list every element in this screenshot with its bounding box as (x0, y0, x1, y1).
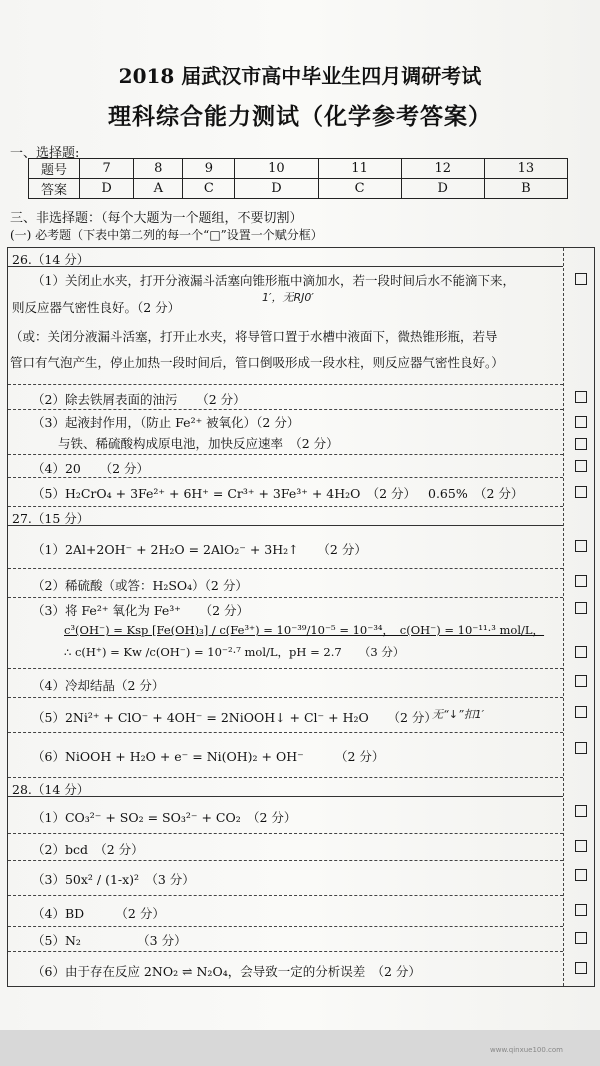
score-checkbox[interactable] (575, 904, 587, 916)
score-checkbox[interactable] (575, 438, 587, 450)
score-checkbox[interactable] (575, 840, 587, 852)
scoring-grid (7, 247, 595, 987)
table-cell: A (134, 179, 183, 199)
score-checkbox[interactable] (575, 675, 587, 687)
table-cell: 7 (80, 159, 134, 179)
question-heading: 27.（15 分） (12, 511, 90, 526)
answer-text: （2）除去铁屑表面的油污 （2 分） (32, 392, 246, 407)
question-row (8, 526, 563, 569)
question-row (8, 797, 563, 834)
table-cell: C (318, 179, 401, 199)
answer-text: （2）bcd （2 分） (32, 842, 144, 857)
answer-text: （6）NiOOH + H₂O + e⁻ = Ni(OH)₂ + OH⁻ （2 分） (32, 749, 385, 764)
answer-text: （3）将 Fe²⁺ 氧化为 Fe³⁺ （2 分） (32, 603, 250, 618)
score-checkbox[interactable] (575, 575, 587, 587)
question-row (8, 385, 563, 410)
question-row (8, 861, 563, 896)
handwritten-note: 无“↓”扣1′ (432, 708, 485, 721)
answer-text: c³(OH⁻) = Ksp [Fe(OH)₃] / c(Fe³⁺) = 10⁻³⁹/10⁻⁵ = 10⁻³⁴， c(OH⁻) = 10⁻¹¹·³ mol/L， (64, 623, 545, 637)
table-cell: 10 (235, 159, 318, 179)
answer-text: （或：关闭分液漏斗活塞，打开止水夹，将导管口置于水槽中液面下，微热锥形瓶，若导 (10, 329, 498, 344)
answer-text: （5）H₂CrO₄ + 3Fe²⁺ + 6H⁺ = Cr³⁺ + 3Fe³⁺ + 4H₂O （2 分） (32, 486, 417, 501)
question-row (8, 569, 563, 598)
required-note: (一) 必考题（下表中第二列的每一个“□”设置一个赋分框） (10, 228, 323, 242)
score-checkbox[interactable] (575, 602, 587, 614)
question-heading: 28.（14 分） (12, 782, 90, 797)
question-row (8, 669, 563, 698)
table-cell: 8 (134, 159, 183, 179)
answer-text: 管口有气泡产生，停止加热一段时间后，管口倒吸形成一段水柱，则反应器气密性良好。） (10, 355, 504, 370)
answer-text: （4）BD （2 分） (32, 906, 165, 921)
answer-text: （1）关闭止水夹，打开分液漏斗活塞向锥形瓶中滴加水，若一段时间后水不能滴下来， (32, 273, 515, 288)
answer-text: 0.65% （2 分） (428, 486, 524, 501)
table-cell: B (484, 179, 567, 199)
score-checkbox[interactable] (575, 486, 587, 498)
score-checkbox[interactable] (575, 962, 587, 974)
question-row (8, 733, 563, 778)
score-checkbox[interactable] (575, 742, 587, 754)
question-row (8, 834, 563, 861)
score-checkbox[interactable] (575, 932, 587, 944)
score-checkbox[interactable] (575, 460, 587, 472)
page-subtitle: 理科综合能力测试（化学参考答案） (108, 103, 492, 130)
answer-text: （4）冷却结晶（2 分） (32, 678, 165, 693)
answer-text: （3）起液封作用，（防止 Fe²⁺ 被氧化）（2 分） (32, 415, 300, 430)
table-cell: 12 (401, 159, 484, 179)
page-title: 2018 届武汉市高中毕业生四月调研考试 (118, 64, 482, 88)
answer-text: （1）2Al+2OH⁻ + 2H₂O = 2AlO₂⁻ + 3H₂↑ （2 分） (32, 542, 367, 557)
table-header-cell: 答案 (29, 179, 80, 199)
question-row (8, 952, 563, 985)
answer-text: （1）CO₃²⁻ + SO₂ = SO₃²⁻ + CO₂ （2 分） (32, 810, 297, 825)
section-non-choice: 三、非选择题：（每个大题为一个题组，不要切割） (10, 211, 303, 226)
answer-text: （3）50x² / (1-x)² （3 分） (32, 872, 195, 887)
answer-table-row-numbers (29, 159, 568, 179)
answer-text: （5）N₂ （3 分） (32, 933, 187, 948)
question-row (8, 778, 563, 797)
question-heading: 26.（14 分） (12, 252, 90, 267)
score-checkbox[interactable] (575, 273, 587, 285)
answer-text: 与铁、稀硫酸构成原电池，加快反应速率 （2 分） (58, 436, 339, 451)
answer-table (28, 158, 568, 199)
table-cell: 9 (183, 159, 235, 179)
table-cell: D (235, 179, 318, 199)
table-cell: D (80, 179, 134, 199)
section-multiple-choice: 一、选择题: (10, 146, 80, 161)
question-row (8, 410, 563, 455)
answer-text: （4）20 （2 分） (32, 461, 150, 476)
answer-text: （5）2Ni²⁺ + ClO⁻ + 4OH⁻ = 2NiOOH↓ + Cl⁻ + H₂O （2 分） (32, 710, 437, 725)
score-checkbox[interactable] (575, 869, 587, 881)
question-row (8, 267, 563, 385)
table-cell: 11 (318, 159, 401, 179)
table-cell: 13 (484, 159, 567, 179)
score-checkbox[interactable] (575, 416, 587, 428)
question-row (8, 598, 563, 669)
answer-text: 则反应器气密性良好。（2 分） (12, 300, 181, 315)
score-checkbox[interactable] (575, 391, 587, 403)
watermark: www.qinxue100.com (490, 1046, 564, 1054)
answer-text: （6）由于存在反应 2NO₂ ⇌ N₂O₄，会导致一定的分析误差 （2 分） (32, 964, 421, 979)
table-header-cell: 题号 (29, 159, 80, 179)
question-row (8, 455, 563, 478)
question-row (8, 896, 563, 927)
score-checkbox[interactable] (575, 540, 587, 552)
grid-divider (563, 248, 564, 986)
question-row (8, 507, 563, 526)
question-row (8, 478, 563, 507)
score-checkbox[interactable] (575, 706, 587, 718)
score-checkbox[interactable] (575, 646, 587, 658)
answer-text: （2）稀硫酸（或答：H₂SO₄）（2 分） (32, 578, 248, 593)
answer-table-row-answers (29, 179, 568, 199)
table-cell: C (183, 179, 235, 199)
answer-text: ∴ c(H⁺) = Kw /c(OH⁻) = 10⁻²·⁷ mol/L，pH = 2.7 （3 分） (64, 645, 405, 659)
question-row (8, 698, 563, 733)
question-row (8, 927, 563, 952)
table-cell: D (401, 179, 484, 199)
question-row (8, 248, 563, 267)
handwritten-note: 1′，无RJ0′ (262, 291, 314, 304)
score-checkbox[interactable] (575, 805, 587, 817)
